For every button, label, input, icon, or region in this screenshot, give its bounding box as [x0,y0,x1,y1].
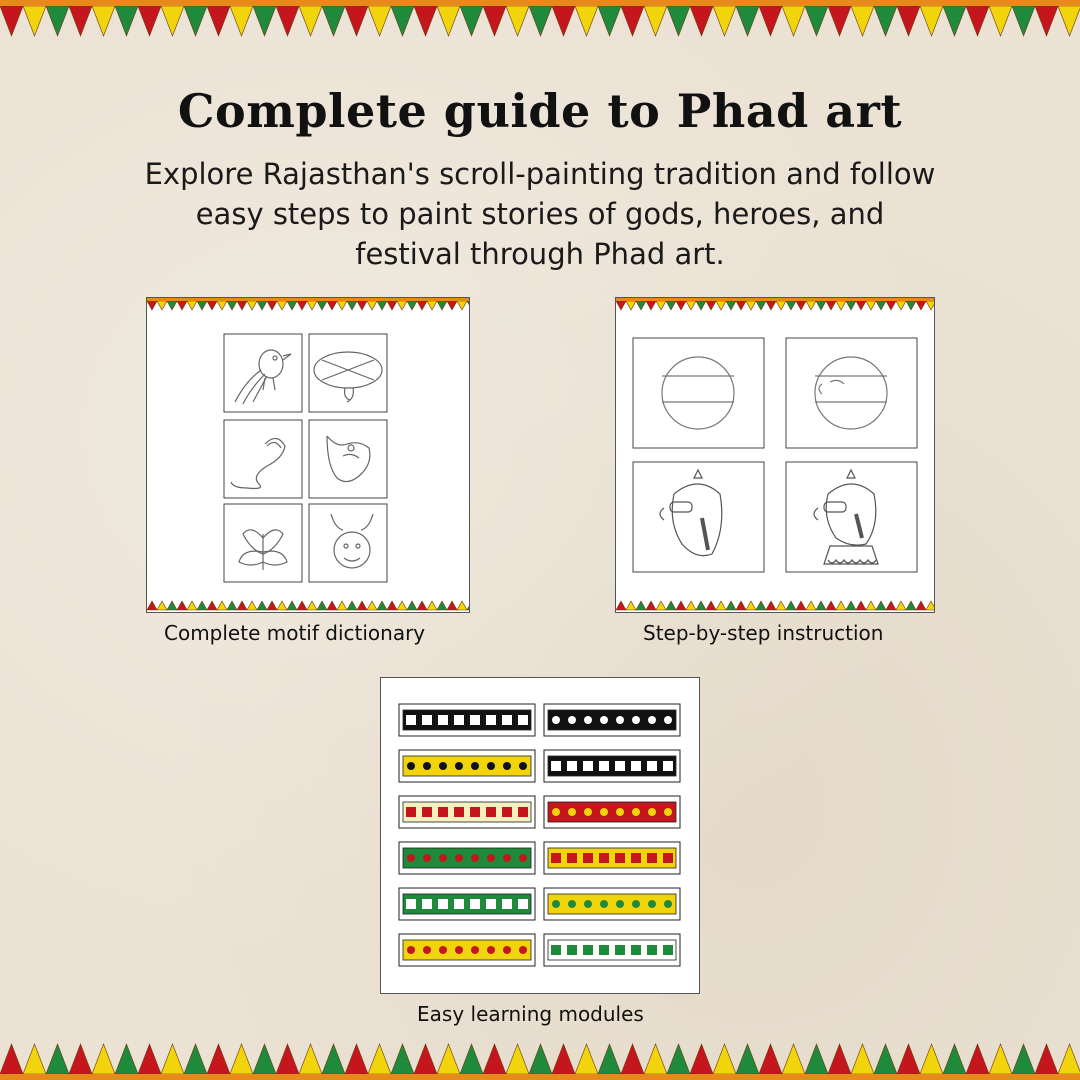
step-three-sketch [660,470,722,556]
page-title: Complete guide to Phad art [177,84,903,138]
drum-motif-icon [314,352,382,402]
border-pattern-strip [544,796,680,828]
border-pattern-strip [399,750,535,782]
step-four-sketch [814,470,878,564]
border-pattern-strip [544,934,680,966]
leaf-motif-icon [239,530,287,570]
step-instruction-caption: Step-by-step instruction [643,621,884,645]
snake-motif-icon [231,438,285,488]
border-pattern-strip [399,934,535,966]
motif-dictionary-illustration [147,298,469,612]
border-pattern-strip [399,888,535,920]
border-pattern-strip [544,750,680,782]
motif-dictionary-card[interactable] [146,297,470,613]
motif-dictionary-caption: Complete motif dictionary [164,621,426,645]
page-subtitle: Explore Rajasthan's scroll-painting tradition and follow easy steps to paint stories of gods, heroes, and festival through Phad art. [144,157,936,271]
demon-face-motif-icon [327,436,370,482]
learning-modules-illustration [381,678,699,993]
bottom-border-decoration [0,1034,1080,1080]
border-pattern-strip [399,796,535,828]
step-instruction-card[interactable] [615,297,935,613]
step-two-sketch [815,357,887,429]
border-pattern-strip [544,888,680,920]
border-pattern-strip [399,842,535,874]
bird-motif-icon [235,350,291,404]
step-instruction-illustration [616,298,934,612]
top-border-decoration [0,0,1080,46]
border-pattern-strip [399,704,535,736]
warrior-face-motif-icon [331,514,373,568]
step-one-sketch [662,357,734,429]
border-pattern-strip [544,842,680,874]
learning-modules-caption: Easy learning modules [417,1002,644,1026]
learning-modules-card[interactable] [380,677,700,994]
border-pattern-strip [544,704,680,736]
